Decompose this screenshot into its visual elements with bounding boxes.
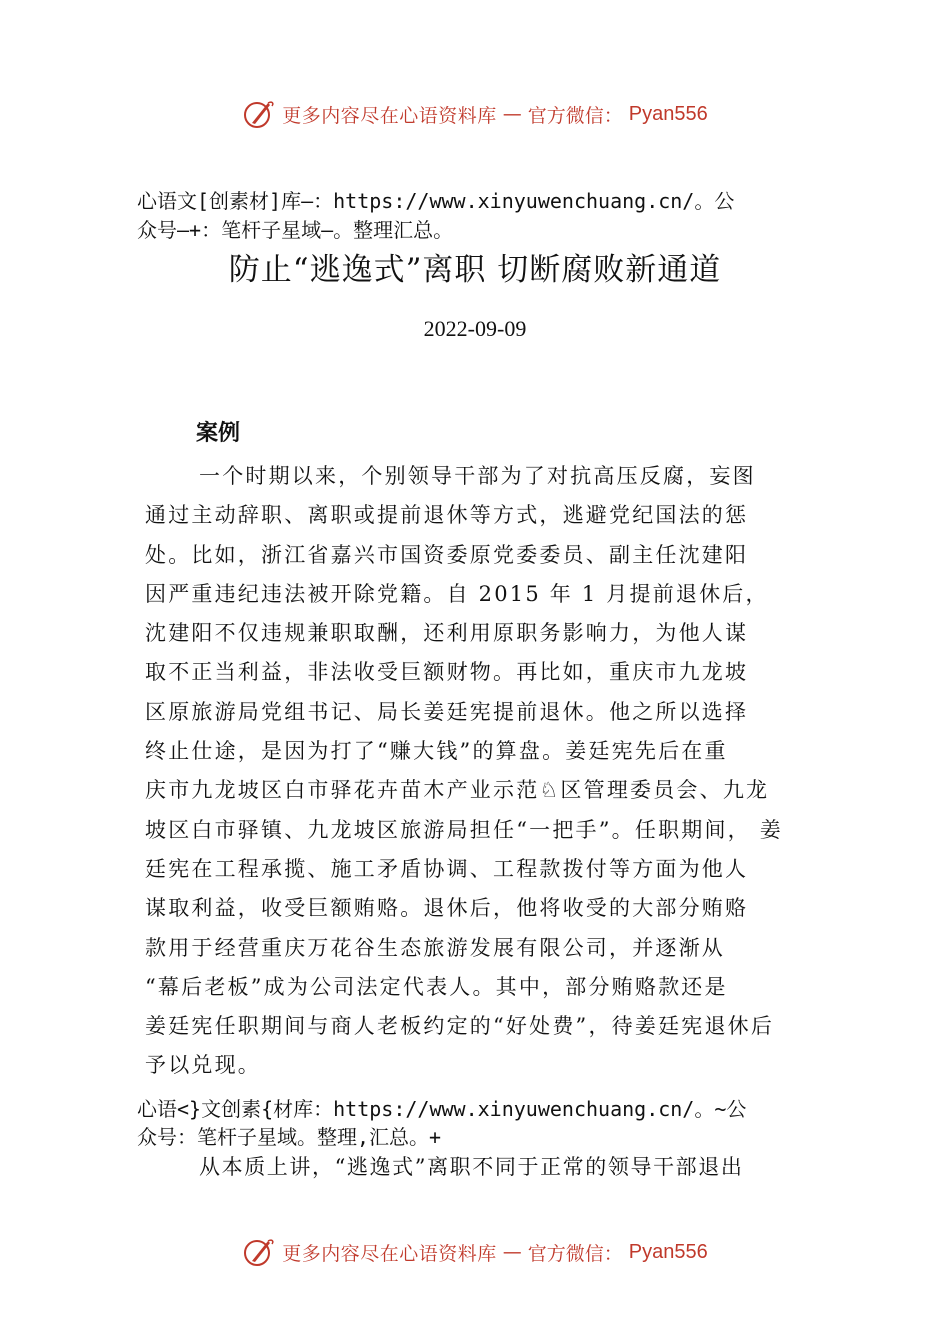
body-line: 沈建阳不仅违规兼职取酬，还利用原职务影响力，为他人谋 [145, 621, 749, 646]
body-line: 处。比如，浙江省嘉兴市国资委原党委委员、副主任沈建阳 [145, 542, 749, 567]
body-line: 谋取利益，收受巨额贿赂。退休后，他将收受的大部分贿赂 [145, 896, 749, 921]
body-line: 区原旅游局党组书记、局长姜廷宪提前退休。他之所以选择 [145, 699, 749, 724]
notice-top-line2: 众号—+：笔杆子星域—。整理汇总。 [137, 218, 454, 242]
body-line: 通过主动辞职、离职或提前退休等方式，逃避党纪国法的惩 [145, 503, 749, 528]
article-title: 防止“逃逸式”离职 切断腐败新通道 [228, 252, 722, 288]
footer-watermark [0, 1232, 950, 1272]
body-line: 款用于经营重庆万花谷生态旅游发展有限公司，并逐渐从 [145, 935, 725, 960]
article-body [145, 457, 817, 1086]
body-line: 取不正当利益，非法收受巨额财物。再比如，重庆市九龙坡 [145, 660, 749, 685]
body-line: 一个时期以来，个别领导干部为了对抗高压反腐，妄图 [199, 464, 756, 488]
body-line: 廷宪在工程承揽、施工矛盾协调、工程款拨付等方面为他人 [145, 856, 749, 881]
body-line: 坡区白市驿镇、九龙坡区旅游局担任“一把手”。任职期间， 姜 [145, 817, 783, 842]
header-wechat-id: Pyan556 [628, 102, 708, 125]
notice-bottom-line2: 众号：笔杆子星域。整理,汇总。+ [137, 1125, 442, 1149]
header-wechat-label: 官方微信： [527, 104, 623, 127]
body-line: 因严重违纪违法被开除党籍。自 2015 年 1 月提前退休后， [145, 581, 769, 606]
footer-separator: — [502, 1241, 522, 1263]
quill-logo-icon [242, 97, 276, 131]
body-line: “幕后老板”成为公司法定代表人。其中，部分贿赂款还是 [145, 974, 728, 999]
footer-brand-text: 更多内容尽在心语资料库 [282, 1242, 497, 1265]
body-line: 庆市九龙坡区白市驿花卉苗木产业示范♘区管理委员会、九龙 [145, 778, 770, 803]
notice-top-line1: 心语文[创素材]库—：https://www.xinyuwenchuang.cn/。公 [137, 189, 735, 213]
header-separator: — [502, 103, 522, 125]
notice-bottom-line1: 心语<}文创素{材库：https://www.xinyuwenchuang.cn/。~公 [137, 1097, 747, 1121]
quill-logo-icon [242, 1235, 276, 1269]
footer-wechat-label: 官方微信： [527, 1242, 623, 1265]
section-label: 案例 [196, 421, 241, 446]
header-brand-text: 更多内容尽在心语资料库 [282, 104, 497, 127]
header-watermark [0, 94, 950, 134]
body-line: 予以兑现。 [145, 1053, 261, 1078]
footer-wechat-id: Pyan556 [628, 1240, 708, 1263]
article-date: 2022-09-09 [423, 316, 527, 341]
body-line: 姜廷宪任职期间与商人老板约定的“好处费”，待姜廷宪退休后 [145, 1014, 775, 1039]
body-line: 终止仕途，是因为打了“赚大钱”的算盘。姜廷宪先后在重 [145, 739, 728, 764]
last-paragraph: 从本质上讲，“逃逸式”离职不同于正常的领导干部退出 [199, 1155, 744, 1179]
